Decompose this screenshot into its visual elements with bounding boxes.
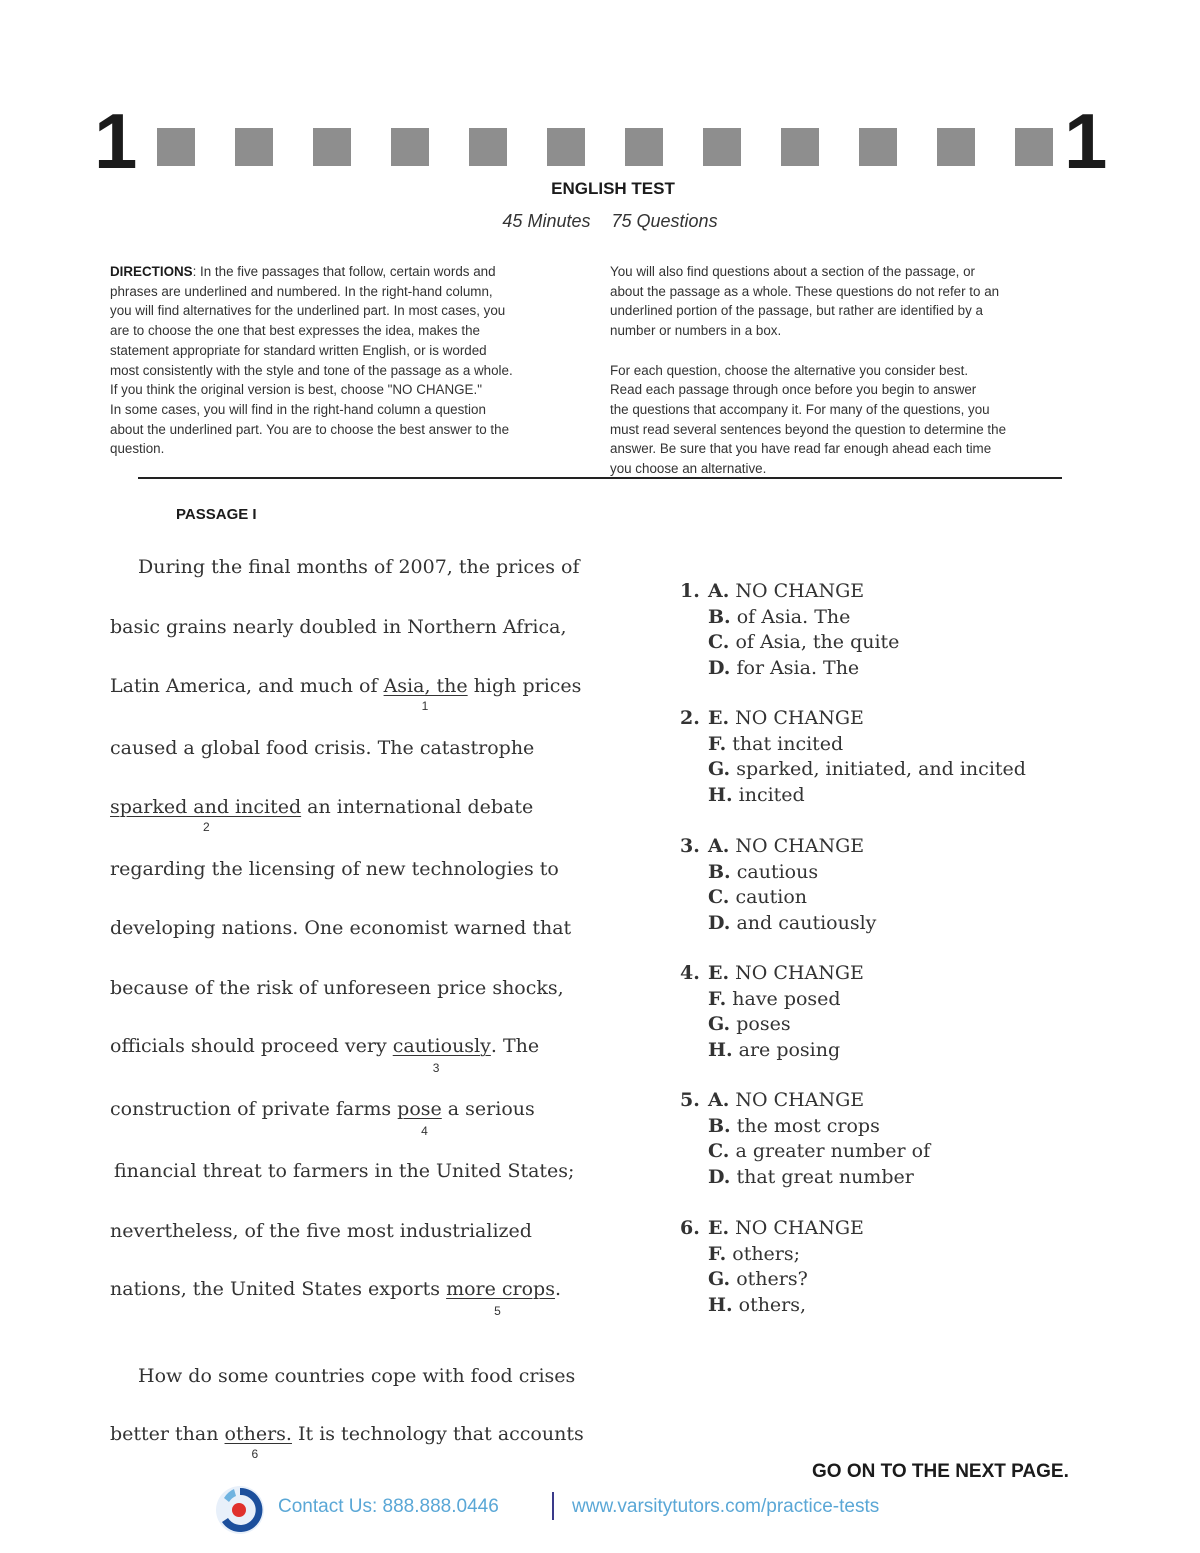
question-number: 3. xyxy=(680,835,700,857)
passage-line: During the final months of 2007, the prices of xyxy=(138,556,580,578)
directions-line: For each question, choose the alternative you consider best. xyxy=(610,362,969,378)
divider-square xyxy=(703,128,741,166)
underlined-portion-2 xyxy=(110,796,302,834)
option-text: cautious xyxy=(736,860,819,883)
divider-square xyxy=(157,128,195,166)
passage-text: better than xyxy=(110,1423,225,1445)
underlined-text: Asia, the xyxy=(383,675,468,697)
passage-text: a serious xyxy=(441,1098,535,1120)
passage-line xyxy=(110,675,582,713)
answer-option[interactable] xyxy=(680,656,899,682)
answer-option[interactable] xyxy=(680,987,864,1013)
directions-line: are to choose the one that best expresses the idea, makes the xyxy=(110,323,480,339)
directions-line: Read each passage through once before you begin to answer xyxy=(610,382,977,398)
answer-option[interactable] xyxy=(680,885,876,911)
option-letter: A. xyxy=(708,580,730,602)
directions-label: DIRECTIONS xyxy=(110,264,193,279)
answer-option[interactable] xyxy=(680,1242,864,1268)
paragraph-gap xyxy=(610,341,1088,361)
underlined-text: pose xyxy=(397,1098,442,1120)
option-letter: G. xyxy=(708,1268,731,1290)
question-number: 5. xyxy=(680,1089,700,1111)
option-letter: H. xyxy=(708,783,733,806)
underlined-portion-1 xyxy=(383,675,468,713)
option-letter: C. xyxy=(708,886,730,908)
option-letter: A. xyxy=(708,835,730,857)
option-text: a greater number of xyxy=(735,1140,931,1162)
underlined-text: sparked and incited xyxy=(110,796,302,818)
option-text: others? xyxy=(736,1268,808,1290)
divider-square xyxy=(391,128,429,166)
option-letter: H. xyxy=(708,1293,733,1316)
question-number: 2. xyxy=(680,707,700,729)
passage-line: basic grains nearly doubled in Northern Africa, xyxy=(110,616,567,638)
contact-phone: Contact Us: 888.888.0446 xyxy=(278,1496,499,1517)
passage-line: financial threat to farmers in the United States; xyxy=(114,1160,575,1182)
directions-line: You will also find questions about a section of the passage, or xyxy=(610,264,976,279)
divider-square xyxy=(469,128,507,166)
underline-number: 5 xyxy=(494,1304,501,1318)
directions-line: question. xyxy=(110,441,165,457)
passage-line xyxy=(110,1278,562,1318)
answer-option[interactable] xyxy=(680,1012,864,1038)
directions-line: you will find alternatives for the underlined part. In most cases, you xyxy=(110,303,506,319)
option-letter: G. xyxy=(708,758,731,780)
underlined-portion-5 xyxy=(446,1278,555,1318)
passage-line: regarding the licensing of new technologies to xyxy=(110,858,559,880)
divider-square xyxy=(625,128,663,166)
passage-text: Latin America, and much of xyxy=(110,675,384,697)
passage-line: How do some countries cope with food crises xyxy=(138,1365,576,1387)
section-divider-squares xyxy=(157,128,1057,168)
directions-line: about the underlined part. You are to choose the best answer to the xyxy=(110,421,510,437)
answer-option[interactable] xyxy=(680,732,1026,758)
test-meta xyxy=(0,211,1200,232)
underlined-text: cautiously xyxy=(392,1035,491,1057)
directions-line: you choose an alternative. xyxy=(610,461,767,477)
passage-text: . xyxy=(554,1278,562,1300)
passage-line xyxy=(110,1423,584,1461)
option-letter: A. xyxy=(708,1089,730,1111)
underlined-portion-3 xyxy=(392,1035,491,1075)
directions-line: must read several sentences beyond the question to determine the xyxy=(610,421,1007,437)
answer-option[interactable] xyxy=(680,1139,930,1165)
option-text: NO CHANGE xyxy=(735,580,865,602)
option-text: others, xyxy=(738,1293,807,1316)
option-text: NO CHANGE xyxy=(735,1089,865,1111)
option-letter: D. xyxy=(708,656,731,679)
option-text: that great number xyxy=(736,1165,914,1188)
underline-number: 1 xyxy=(421,699,429,713)
answer-option[interactable] xyxy=(680,783,1026,809)
passage-text: . The xyxy=(490,1035,540,1057)
question-number: 4. xyxy=(680,962,700,984)
underline-number: 3 xyxy=(432,1061,440,1075)
underlined-text: more crops xyxy=(446,1278,555,1300)
underline-number: 2 xyxy=(203,820,210,834)
option-text: have posed xyxy=(732,987,841,1010)
option-text: for Asia. The xyxy=(736,656,860,679)
option-letter: B. xyxy=(708,1114,731,1137)
question-1 xyxy=(680,579,899,681)
passage-label: PASSAGE I xyxy=(176,506,257,523)
option-text: NO CHANGE xyxy=(735,1217,864,1239)
divider-square xyxy=(235,128,273,166)
answer-option[interactable] xyxy=(680,1165,930,1191)
underlined-portion-6 xyxy=(224,1423,292,1461)
option-text: sparked, initiated, and incited xyxy=(736,758,1026,780)
test-question-count: 75 Questions xyxy=(611,211,718,231)
question-row xyxy=(680,1088,930,1114)
passage-text: It is technology that accounts xyxy=(291,1423,584,1445)
answer-option[interactable] xyxy=(680,1267,864,1293)
passage-text: construction of private farms xyxy=(110,1098,398,1120)
question-4 xyxy=(680,961,864,1063)
question-6 xyxy=(680,1216,864,1318)
directions-left xyxy=(110,262,588,459)
directions-line: the questions that accompany it. For many of the questions, you xyxy=(610,401,990,417)
option-letter: H. xyxy=(708,1038,733,1061)
answer-option[interactable] xyxy=(680,860,876,886)
question-2 xyxy=(680,706,1026,808)
divider-square xyxy=(781,128,819,166)
divider-square xyxy=(937,128,975,166)
passage-line xyxy=(110,796,534,834)
option-letter: G. xyxy=(708,1013,731,1035)
passage-line xyxy=(110,1098,535,1138)
question-5 xyxy=(680,1088,930,1190)
test-minutes: 45 Minutes xyxy=(502,211,591,231)
option-letter: F. xyxy=(708,987,727,1010)
directions-right xyxy=(610,262,1088,479)
option-text: of Asia, the quite xyxy=(735,631,900,653)
answer-option[interactable] xyxy=(680,911,876,937)
option-letter: B. xyxy=(708,605,731,628)
option-text: NO CHANGE xyxy=(735,707,864,729)
option-text: NO CHANGE xyxy=(735,835,865,857)
answer-option[interactable] xyxy=(680,605,899,631)
option-text: poses xyxy=(736,1013,791,1035)
option-letter: D. xyxy=(708,911,731,934)
directions-line: number or numbers in a box. xyxy=(610,323,782,339)
directions-line xyxy=(110,262,588,282)
footer xyxy=(214,1484,974,1536)
option-text: and cautiously xyxy=(736,911,877,934)
passage-text: an international debate xyxy=(301,796,534,818)
option-letter: F. xyxy=(708,732,727,755)
underline-number: 4 xyxy=(421,1124,428,1138)
divider-square xyxy=(313,128,351,166)
passage-text: officials should proceed very xyxy=(110,1035,393,1057)
underline-number: 6 xyxy=(251,1447,259,1461)
option-text: that incited xyxy=(732,732,844,755)
underlined-portion-4 xyxy=(397,1098,442,1138)
question-row xyxy=(680,961,864,987)
passage-line: caused a global food crisis. The catastrophe xyxy=(110,737,535,759)
directions-line: If you think the original version is best, choose "NO CHANGE." xyxy=(110,382,482,398)
passage-line: developing nations. One economist warned that xyxy=(110,917,572,939)
varsity-tutors-logo-icon xyxy=(214,1484,266,1536)
passage-line: nevertheless, of the five most industrialized xyxy=(110,1220,532,1242)
directions-text: : In the five passages that follow, certain words and xyxy=(192,264,496,279)
option-text: incited xyxy=(738,783,805,806)
underlined-text: others. xyxy=(224,1423,292,1445)
answer-option[interactable] xyxy=(680,630,899,656)
option-text: the most crops xyxy=(736,1114,880,1137)
option-letter: E. xyxy=(708,707,730,729)
answer-option[interactable] xyxy=(680,1293,864,1319)
passage-text: high prices xyxy=(467,675,582,697)
option-letter: B. xyxy=(708,860,731,883)
directions-line: phrases are underlined and numbered. In the right-hand column, xyxy=(110,283,493,299)
section-number-right: 1 xyxy=(1064,97,1108,185)
option-text: NO CHANGE xyxy=(735,962,864,984)
horizontal-rule xyxy=(138,477,1062,479)
answer-option[interactable] xyxy=(680,1114,930,1140)
directions-line: statement appropriate for standard written English, or is worded xyxy=(110,342,487,358)
question-row xyxy=(680,1216,864,1242)
directions-line: about the passage as a whole. These questions do not refer to an xyxy=(610,283,1000,299)
passage-line xyxy=(110,1035,540,1075)
option-letter: F. xyxy=(708,1242,727,1265)
option-text: of Asia. The xyxy=(736,605,851,628)
directions-line: underlined portion of the passage, but rather are identified by a xyxy=(610,303,983,319)
answer-option[interactable] xyxy=(680,757,1026,783)
option-text: are posing xyxy=(738,1038,841,1061)
passage-line: because of the risk of unforeseen price shocks, xyxy=(110,977,564,999)
divider-square xyxy=(1015,128,1053,166)
divider-square xyxy=(547,128,585,166)
option-text: others; xyxy=(732,1242,801,1265)
footer-divider xyxy=(552,1492,554,1520)
directions-line: answer. Be sure that you have read far enough ahead each time xyxy=(610,441,992,457)
go-to-next-page-notice: GO ON TO THE NEXT PAGE. xyxy=(812,1461,1069,1482)
question-row xyxy=(680,706,1026,732)
option-text: caution xyxy=(735,886,808,908)
answer-option[interactable] xyxy=(680,1038,864,1064)
option-letter: C. xyxy=(708,631,730,653)
question-row xyxy=(680,579,899,605)
section-number-left: 1 xyxy=(94,97,138,185)
option-letter: E. xyxy=(708,962,730,984)
option-letter: D. xyxy=(708,1165,731,1188)
question-number: 1. xyxy=(680,580,700,602)
option-letter: E. xyxy=(708,1217,730,1239)
divider-square xyxy=(859,128,897,166)
passage-text: nations, the United States exports xyxy=(110,1278,447,1300)
test-title: ENGLISH TEST xyxy=(551,179,675,198)
directions-line: most consistently with the style and tone of the passage as a whole. xyxy=(110,362,513,378)
question-number: 6. xyxy=(680,1217,700,1239)
question-3 xyxy=(680,834,876,936)
option-letter: C. xyxy=(708,1140,730,1162)
website-link[interactable]: www.varsitytutors.com/practice-tests xyxy=(572,1496,880,1517)
directions-line: In some cases, you will find in the right-hand column a question xyxy=(110,401,486,417)
question-row xyxy=(680,834,876,860)
